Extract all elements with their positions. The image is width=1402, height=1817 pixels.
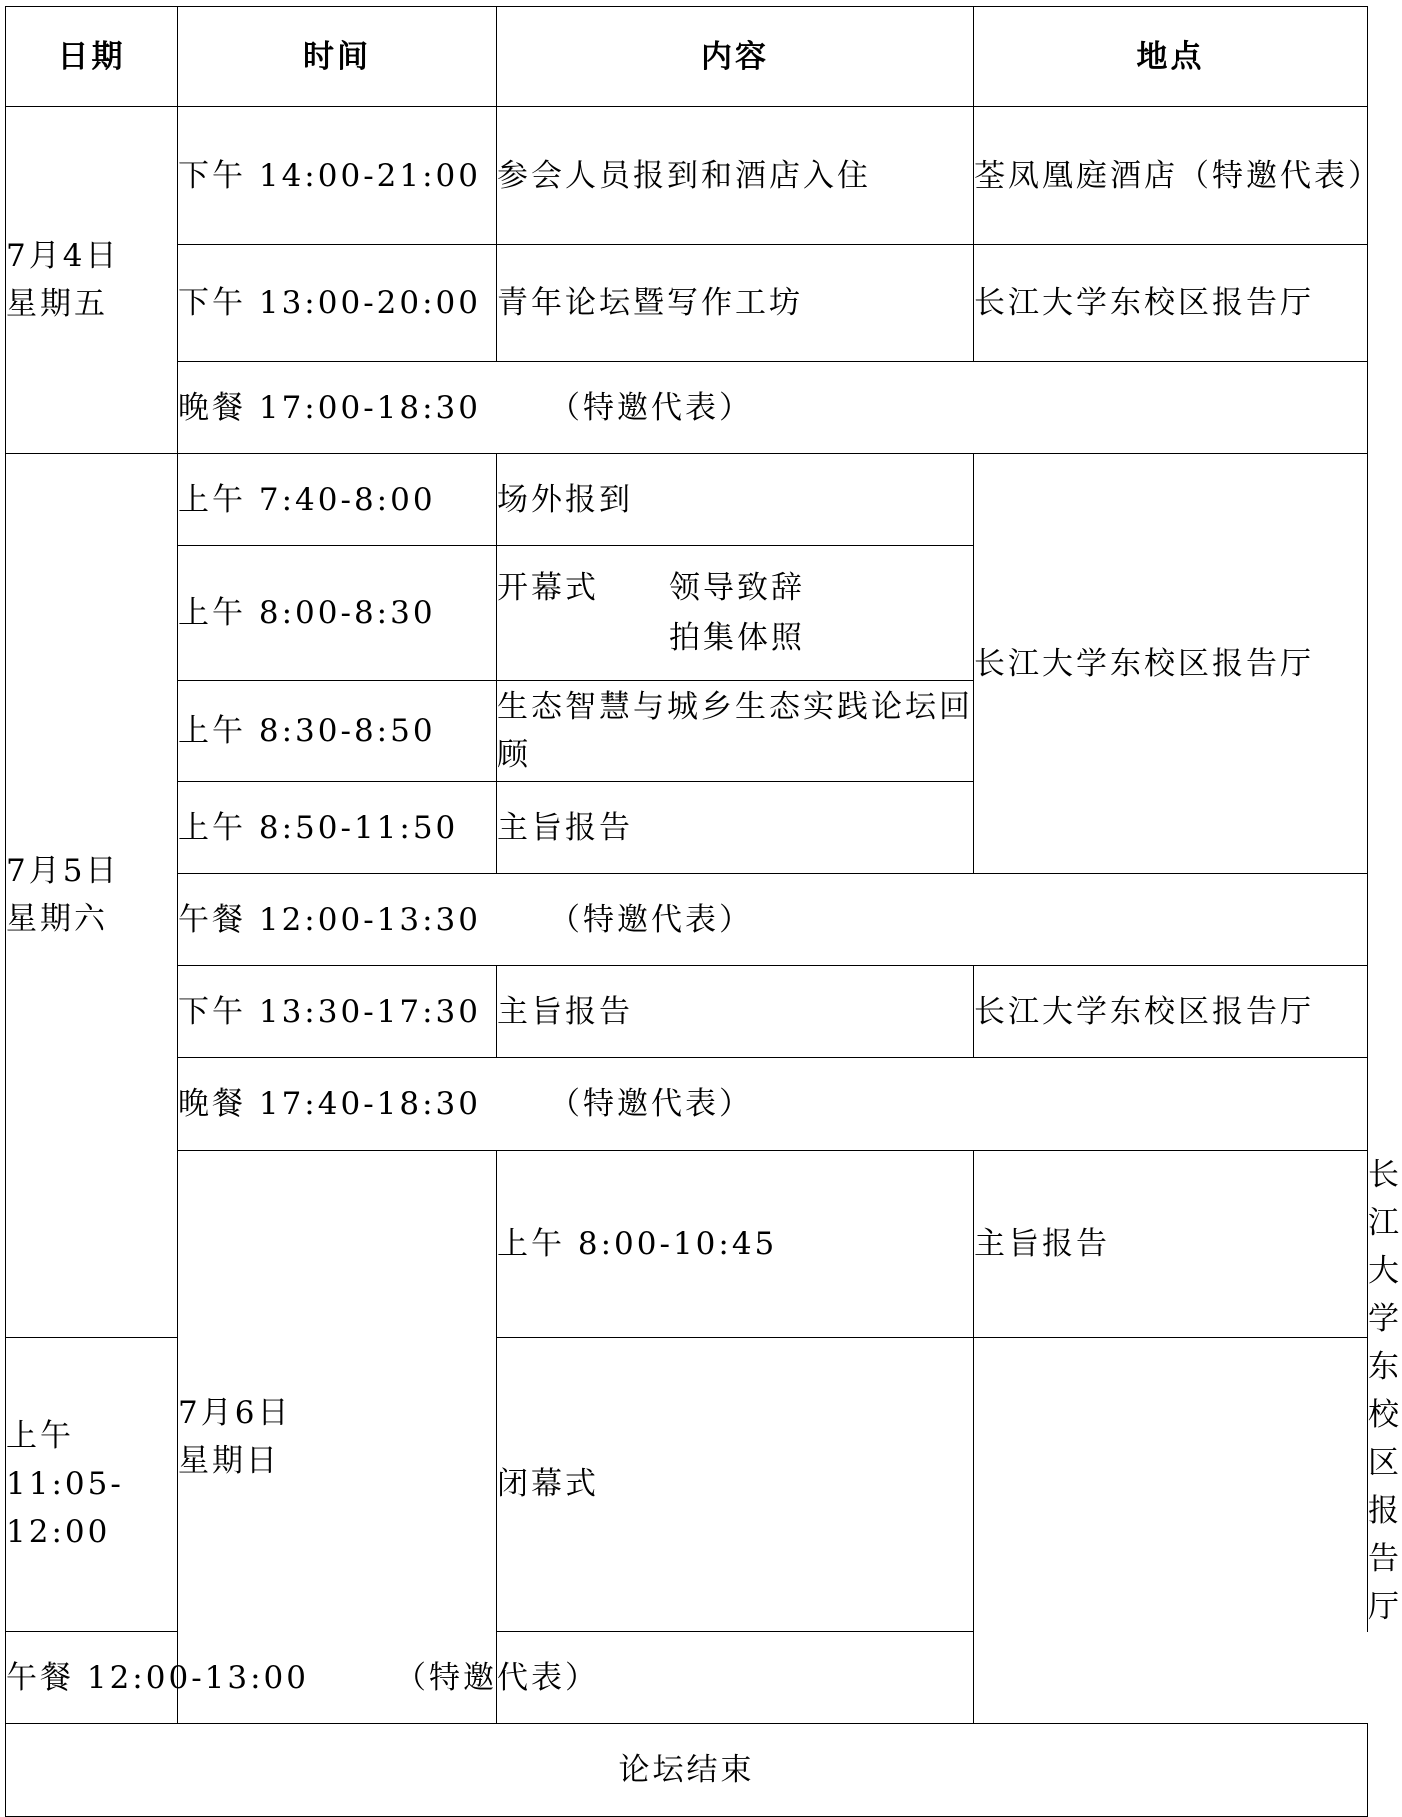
time-cell: 下午 13:00-20:00 (178, 245, 497, 362)
opening-item: 领导致辞 (669, 570, 805, 606)
content-cell: 青年论坛暨写作工坊 (497, 245, 974, 362)
header-content: 内容 (497, 7, 974, 107)
meal-note: （特邀代表） (395, 1659, 600, 1696)
time-cell: 下午 14:00-21:00 (178, 107, 497, 245)
weekday-label: 星期六 (6, 901, 108, 938)
meal-row (6, 362, 1368, 454)
opening-ceremony-label: 开幕式 (497, 570, 599, 606)
weekday-label: 星期日 (178, 1443, 280, 1479)
header-venue: 地点 (974, 7, 1368, 107)
time-cell: 下午 13:30-17:30 (178, 966, 497, 1058)
footer-row (6, 1724, 1368, 1817)
time-cell: 上午 8:00-10:45 (497, 1151, 974, 1338)
date-label: 7月5日 (6, 853, 120, 890)
table-row (6, 107, 1368, 245)
venue-cell: 长江大学东校区报告厅 (974, 245, 1368, 362)
time-cell: 上午 7:40-8:00 (178, 454, 497, 546)
venue-cell: 荃凤凰庭酒店（特邀代表） (974, 107, 1368, 245)
meal-row (6, 874, 1368, 966)
meal-time: 晚餐 17:00-18:30 (178, 389, 482, 426)
content-cell-opening (497, 546, 974, 681)
meal-note: （特邀代表） (549, 1086, 754, 1122)
meal-time: 晚餐 17:40-18:30 (178, 1086, 482, 1122)
content-cell: 主旨报告 (497, 966, 974, 1058)
meal-note: （特邀代表） (549, 901, 754, 938)
time-cell: 上午 8:00-8:30 (178, 546, 497, 681)
time-cell: 上午 8:30-8:50 (178, 681, 497, 782)
header-time: 时间 (178, 7, 497, 107)
meal-time: 午餐 12:00-13:30 (178, 901, 482, 938)
header-row (6, 7, 1368, 107)
date-cell-day1 (6, 107, 178, 454)
table-row (6, 245, 1368, 362)
content-cell: 闭幕式 (497, 1337, 974, 1631)
table-row: 7月6日 星期日 上午 8:00-10:45 主旨报告 长江大学东校区报告厅 (6, 1151, 1368, 1338)
content-cell: 主旨报告 (974, 1151, 1368, 1338)
content-cell: 参会人员报到和酒店入住 (497, 107, 974, 245)
time-cell: 上午 11:05-12:00 (6, 1337, 178, 1631)
date-label: 7月4日 (6, 238, 120, 274)
meal-note: （特邀代表） (549, 389, 754, 426)
content-cell: 生态智慧与城乡生态实践论坛回顾 (497, 681, 974, 782)
schedule-table (5, 6, 1402, 1817)
meal-time: 午餐 12:00-13:00 (6, 1659, 310, 1696)
meal-row (6, 1058, 1368, 1151)
venue-cell: 长江大学东校区报告厅 (974, 454, 1368, 874)
meal-row (6, 1632, 1368, 1724)
content-cell: 主旨报告 (497, 782, 974, 874)
date-cell-day2 (6, 454, 178, 1338)
forum-end-label: 论坛结束 (6, 1724, 1368, 1817)
meal-cell (178, 1058, 1368, 1151)
weekday-label: 星期五 (6, 286, 108, 322)
table-row (6, 966, 1368, 1058)
date-label: 7月6日 (178, 1395, 292, 1431)
table-row (6, 454, 1368, 546)
meal-cell (178, 362, 1368, 454)
opening-item: 拍集体照 (669, 620, 805, 656)
content-cell: 场外报到 (497, 454, 974, 546)
time-cell: 上午 8:50-11:50 (178, 782, 497, 874)
header-date: 日期 (6, 7, 178, 107)
meal-cell (6, 1632, 974, 1724)
venue-cell: 长江大学东校区报告厅 (974, 966, 1368, 1058)
meal-cell (178, 874, 1368, 966)
